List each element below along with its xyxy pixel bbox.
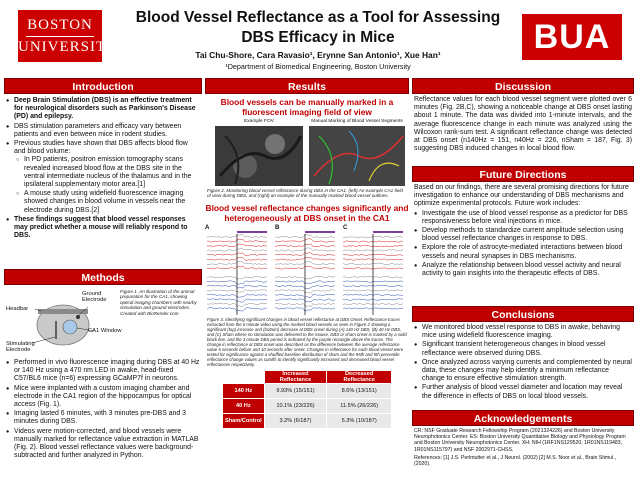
methods-heading: Methods bbox=[4, 269, 202, 285]
affiliation: ¹Department of Biomedical Engineering, Boston University bbox=[225, 62, 411, 71]
label-ca1-window: CA1 Window bbox=[88, 328, 122, 334]
discussion-body: Reflectance values for each blood vessel segment were plotted over 6 minutes (Fig. 2B,C), showing a noticeable change at DBS onset lasting about 1 minute. The data was divided into 1-minute intervals, and the average fluorescence change in each minute was analyzed using the Wilcoxon rank-sum test. A significant reflectance change was detected at DBS onset (n140Hz = 151, n40Hz = 226, nSham = 187, Fig. 3) suggesting DBS induced changes in local blood flow. bbox=[414, 96, 632, 153]
panel-label-a: A bbox=[205, 224, 210, 231]
label-stimulating-electrode: Stimulating Electrode bbox=[6, 341, 35, 353]
left-column bbox=[4, 78, 202, 461]
table-header bbox=[223, 370, 265, 383]
future-directions-heading: Future Directions bbox=[412, 166, 634, 182]
dbs-period-bar bbox=[237, 231, 267, 233]
table-header: Increased Reflectance bbox=[264, 370, 327, 383]
acknowledgements-body bbox=[412, 426, 634, 467]
methods-bullet: ● Mice were implanted with a custom imaging chamber and electrode in the CA1 region of the hippocampus for optical access (Fig. 1). bbox=[6, 385, 200, 410]
table-row-label: 140 Hz bbox=[223, 383, 265, 398]
table-cell: 3.2% (6/187) bbox=[264, 413, 327, 428]
poster-title: Blood Vessel Reflectance as a Tool for Assessing DBS Efficacy in Mice bbox=[135, 9, 501, 46]
figure1-caption: Figure 1. An illustration of the animal preparation for the CA1, showing optical imaging chambers with nearby stimulation and ground electrodes. Created with BioRender.com bbox=[120, 289, 197, 316]
methods-bullet: ● Imaging lasted 6 minutes, with 3 minutes pre-DBS and 3 minutes during DBS. bbox=[6, 410, 200, 426]
fig2-left-label: Example FOV bbox=[244, 119, 274, 124]
authors: Tai Chu-Shore, Cara Ravasio¹, Erynne San Antonio¹, Xue Han¹ bbox=[195, 50, 441, 60]
conclusions-body bbox=[412, 322, 634, 410]
reflectance-traces bbox=[205, 229, 409, 317]
table-cell: 8.6% (13/151) bbox=[327, 383, 392, 398]
intro-sub-bullet: ○ In PD patients, positron emission tomography scans revealed increased blood flow at the DBS site in the ventral intermediate nucleus of the thalamus and in the ipsilateral supplementary motor area.[1] bbox=[16, 156, 200, 189]
future-bullet: ● Investigate the use of blood vessel response as a predictor for DBS responsiveness before viral injections in mice. bbox=[414, 210, 632, 226]
future-bullet: ● Develop methods to standardize current amplitude selection using blood vessel reflectance changes in response to DBS. bbox=[414, 227, 632, 243]
middle-column bbox=[205, 78, 409, 429]
dbs-period-bar bbox=[305, 231, 335, 233]
figure2 bbox=[205, 119, 409, 187]
conclusion-bullet: ● Further analysis of blood vessel diameter and location may reveal the difference in effects of DBS on local blood vessels. bbox=[414, 384, 632, 400]
panel-label-c: C bbox=[343, 224, 348, 231]
conclusion-bullet: ● Significant transient heterogeneous changes in blood vessel reflectance were observed during DBS. bbox=[414, 341, 632, 357]
table-header: Decreased Reflectance bbox=[327, 370, 392, 383]
future-bullet: ● Explore the role of astrocyte-mediated interactions between blood vessels and neural synapses in DBS mechanisms. bbox=[414, 244, 632, 260]
future-intro: Based on our findings, there are several promising directions for future investigation to enhance our understanding of DBS mechanisms and optimize experimental protocols. Future work includes: bbox=[414, 184, 629, 208]
dbs-period-bar bbox=[373, 231, 403, 233]
future-bullet: ● Analyze the relationship between blood vessel activity and neural activity to gain insights into the therapeutic effects of DBS. bbox=[414, 262, 632, 278]
logo-line2: UNIVERSITY bbox=[18, 39, 118, 55]
discussion-heading: Discussion bbox=[412, 78, 634, 94]
conclusion-bullet: ● Once analyzed across varying currents and complemented by neural data, these changes may help identify a minimum reflectance change to ensure effective stimulation strength. bbox=[414, 359, 632, 384]
intro-bullet: ● These findings suggest that blood vessel responses may predict whether a mouse will reliably respond to DBS. bbox=[6, 216, 200, 241]
methods-body bbox=[4, 357, 202, 460]
intro-bullet: ● DBS stimulation parameters and efficacy vary between patients and even between mice in rodent studies. bbox=[6, 123, 200, 139]
label-ground-electrode: Ground Electrode bbox=[82, 291, 107, 303]
conclusions-heading: Conclusions bbox=[412, 306, 634, 322]
fig2-right-label: Manual Marking of Blood Vessel Segments bbox=[311, 119, 403, 124]
table-cell: 11.5% (26/226) bbox=[327, 398, 392, 413]
intro-bullet: ● Previous studies have shown that DBS affects blood flow and blood volume: ○ In PD patients, positron emission tomography scans revealed increased blood flow at the DBS site in the ventral intermediate nucleus of the thalamus and in the ipsilateral supplementary motor area.[1] ○ A mouse study using widefield fluorescence imaging showed changes in blood volume in vessels near the electrode during DBS.[2] bbox=[6, 140, 200, 215]
poster-header bbox=[0, 0, 636, 76]
figure3-caption: Figure 3. Identifying significant changes in blood vessel reflectance at DBS Onset. Reflectance traces extracted from the 6 minute video using the marked blood vessels as seen in Figure 2 showing a significant (top) increase and (bottom) decrease at DBS onset during (A) 140 Hz DBS, (B) 40 Hz DBS, and (C) Sham where no stimulation was delivered to the mouse. DBS or sham onset is marked by a solid black line, and the 3 minute DBS period is indicated by the purple rectangle above the traces. The change in reflectance at DBS onset was described as the difference between the average reflectance value 5 seconds before and 10 seconds after onset. Changes in reflectance for each blood vessel were tested for significance against a shuffled baseline distribution of sham and the 95th and 5th percentile reflectance change values as cutoffs to identify significantly increased and decreased blood vessel reflectances respectively. bbox=[207, 316, 407, 367]
bua-logo: BUA bbox=[522, 14, 622, 60]
results-heading: Results bbox=[205, 78, 409, 94]
right-column bbox=[412, 78, 634, 467]
table-cell: 10.1% (23/226) bbox=[264, 398, 327, 413]
introduction-body bbox=[4, 94, 202, 269]
table-row-label: Sham/Control bbox=[223, 413, 265, 428]
table-cell: 9.93% (15/151) bbox=[264, 383, 327, 398]
table-row-label: 40 Hz bbox=[223, 398, 265, 413]
methods-bullet: ● Videos were motion-corrected, and blood vessels were manually marked for reflectance value extraction in MATLAB (Fig. 2). Blood vessel reflectance values were background-subtracted and further analyzed in Python. bbox=[6, 428, 200, 461]
example-fov-image bbox=[215, 126, 303, 186]
methods-bullet: ● Performed in vivo fluorescence imaging during DBS at 40 Hz or 140 Hz using a 470 nm LED in awake, head-fixed C57/BL6 mice (n=6) expressing GCaMP7f in neurons. bbox=[6, 359, 200, 384]
intro-sub-bullet: ○ A mouse study using widefield fluorescence imaging showed changes in blood volume in vessels near the electrode during DBS.[2] bbox=[16, 190, 200, 215]
results-subheading-2: Blood vessel reflectance changes significantly and heterogeneously at DBS onset in the CA1 bbox=[205, 202, 409, 223]
acknowledgements-heading: Acknowledgements bbox=[412, 410, 634, 426]
figure3 bbox=[205, 225, 409, 317]
results-table bbox=[222, 370, 392, 429]
logo-line1: BOSTON bbox=[27, 17, 93, 33]
figure2-caption: Figure 2. Monitoring blood vessel reflectance during DBS in the CA1. (left) An example CA1 field of view during DBS, and (right) an example of the manually marked blood vessel outlines. bbox=[207, 188, 403, 199]
panel-label-b: B bbox=[275, 224, 280, 231]
conclusion-bullet: ● We monitored blood vessel response to DBS in awake, behaving mice using widefield fluorescence imaging. bbox=[414, 324, 632, 340]
label-headbar: Headbar bbox=[6, 306, 29, 312]
references: References: [1] J.S. Perlmutter et al., J Neurol. (2002) [2] M.S. Noor et al., Brain Stimul., (2020). bbox=[414, 454, 617, 468]
acknowledgements-text: CR: NSF Graduate Research Fellowship Program (2021324226) and Boston University Neurophotonics Center. ES: Boston University Quantitative Biology and Physiology Program and Boston University Neurophotonics Center. XH: NIH (1RF1NS129520, 1R01NS119483, 1R01NS115797) and NSF 2002971-CHSS. bbox=[414, 428, 626, 453]
marked-vessels-image bbox=[309, 126, 405, 186]
intro-bullet: ● Deep Brain Stimulation (DBS) is an effective treatment for neurological disorders such as Parkinson's Disease (PD) and epilepsy. bbox=[6, 97, 200, 122]
methods-figure bbox=[4, 285, 202, 357]
results-subheading-1: Blood vessels can be manually marked in a fluorescent imaging field of view bbox=[220, 97, 394, 117]
table-cell: 5.3% (10/187) bbox=[327, 413, 392, 428]
boston-university-logo bbox=[18, 10, 118, 62]
future-directions-body bbox=[412, 182, 634, 306]
introduction-heading: Introduction bbox=[4, 78, 202, 94]
